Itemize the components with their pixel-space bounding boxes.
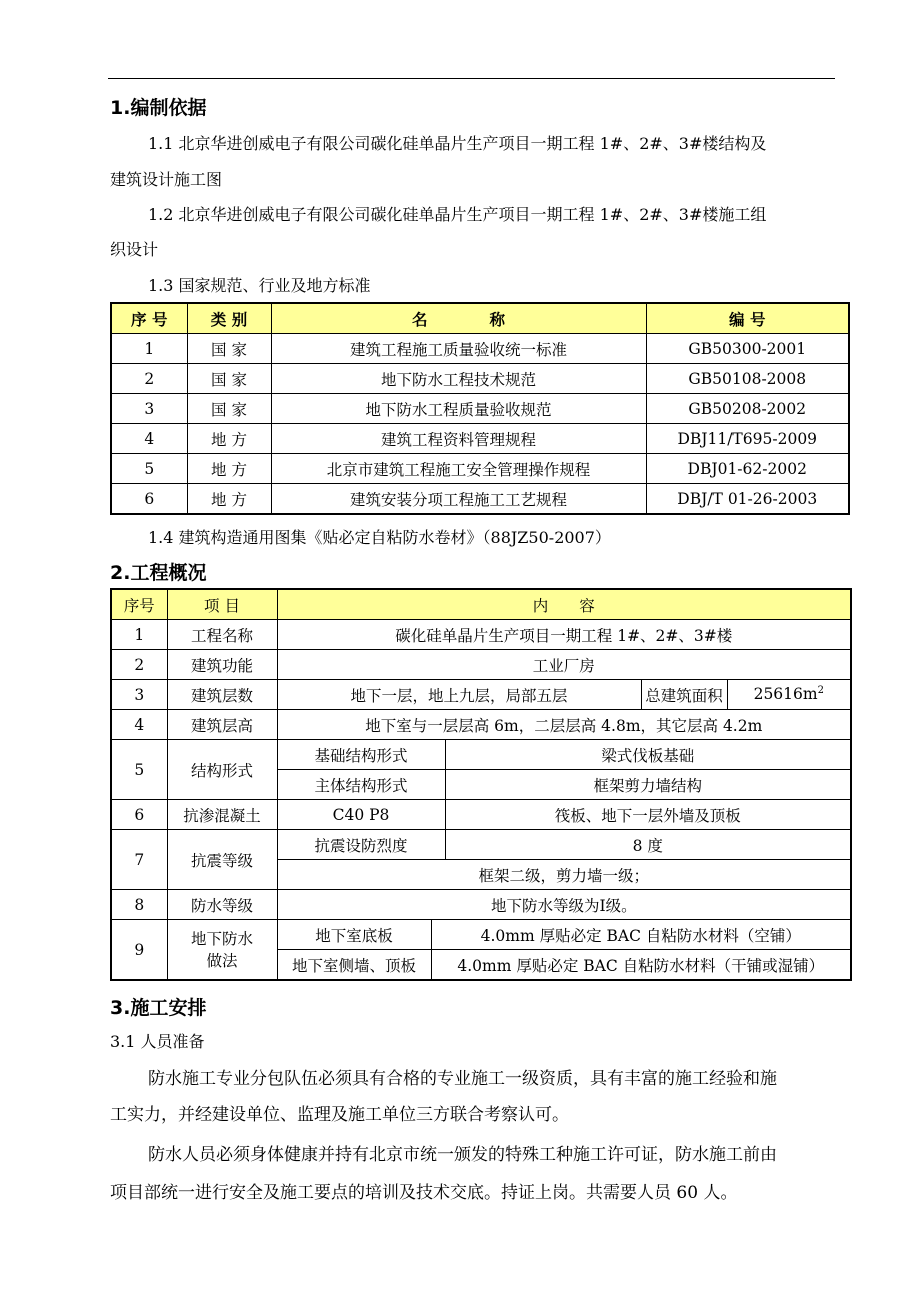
cell-area-label: 总建筑面积 bbox=[641, 680, 727, 710]
table-row bbox=[111, 680, 851, 710]
table-row bbox=[111, 454, 849, 484]
cell-sub-value: 4.0mm 厚贴必定 BAC 自粘防水材料（干铺或湿铺） bbox=[431, 950, 851, 981]
table-row bbox=[111, 890, 851, 920]
cell-sub-value: 框架剪力墙结构 bbox=[445, 770, 851, 800]
table-row bbox=[111, 650, 851, 680]
header-item: 项 目 bbox=[167, 589, 277, 620]
basis-item-1-line1: 1.1 北京华进创威电子有限公司碳化硅单晶片生产项目一期工程 1#、2#、3#楼结构及 bbox=[148, 134, 767, 153]
cell-category: 地 方 bbox=[187, 484, 271, 515]
basis-item-3: 1.3 国家规范、行业及地方标准 bbox=[148, 276, 371, 295]
basis-item-1-line2: 建筑设计施工图 bbox=[110, 170, 223, 189]
header-category: 类 别 bbox=[187, 303, 271, 334]
header-no: 序号 bbox=[111, 589, 167, 620]
header-rule bbox=[108, 78, 835, 79]
para2-line1: 防水人员必须身体健康并持有北京市统一颁发的特殊工种施工许可证，防水施工前由 bbox=[148, 1145, 777, 1165]
cell-item: 抗渗混凝土 bbox=[167, 800, 277, 830]
cell-sub-label: 主体结构形式 bbox=[277, 770, 445, 800]
cell-category: 地 方 bbox=[187, 454, 271, 484]
item-line2: 做法 bbox=[206, 951, 238, 970]
cell-item: 结构形式 bbox=[167, 740, 277, 800]
cell-item: 工程名称 bbox=[167, 620, 277, 650]
cell-content: 碳化硅单晶片生产项目一期工程 1#、2#、3#楼 bbox=[277, 620, 851, 650]
cell-category: 国 家 bbox=[187, 364, 271, 394]
standards-table bbox=[110, 302, 850, 515]
cell-no: 3 bbox=[111, 680, 167, 710]
cell-area-value bbox=[727, 680, 851, 710]
cell-name: 地下防水工程质量验收规范 bbox=[271, 394, 646, 424]
cell-no: 6 bbox=[111, 800, 167, 830]
header-code: 编 号 bbox=[646, 303, 849, 334]
cell-content: 地下室与一层层高 6m，二层层高 4.8m，其它层高 4.2m bbox=[277, 710, 851, 740]
table-row bbox=[111, 394, 849, 424]
cell-item bbox=[167, 920, 277, 981]
section2-title: 2.工程概况 bbox=[110, 562, 207, 584]
area-value: 25616m bbox=[753, 685, 818, 704]
cell-content: 框架二级，剪力墙一级； bbox=[277, 860, 851, 890]
cell-code: GB50208-2002 bbox=[646, 394, 849, 424]
cell-name: 建筑工程资料管理规程 bbox=[271, 424, 646, 454]
cell-sub-label: 基础结构形式 bbox=[277, 740, 445, 770]
cell-category: 国 家 bbox=[187, 394, 271, 424]
project-overview-table bbox=[110, 588, 852, 981]
cell-sub-value: 8 度 bbox=[445, 830, 851, 860]
standards-header-row bbox=[111, 303, 849, 334]
table-row bbox=[111, 620, 851, 650]
table-row bbox=[111, 364, 849, 394]
section3-title: 3.施工安排 bbox=[110, 997, 207, 1019]
cell-content: 筏板、地下一层外墙及顶板 bbox=[445, 800, 851, 830]
area-unit-superscript: 2 bbox=[817, 685, 824, 697]
cell-category: 地 方 bbox=[187, 424, 271, 454]
cell-code: DBJ/T 01-26-2003 bbox=[646, 484, 849, 515]
cell-item: 建筑功能 bbox=[167, 650, 277, 680]
cell-no: 5 bbox=[111, 740, 167, 800]
cell-sub-label: 地下室底板 bbox=[277, 920, 431, 950]
para1-line1: 防水施工专业分包队伍必须具有合格的专业施工一级资质，具有丰富的施工经验和施 bbox=[148, 1069, 777, 1089]
para1-line2: 工实力，并经建设单位、监理及施工单位三方联合考察认可。 bbox=[110, 1105, 569, 1125]
subsection-3-1-title: 3.1 人员准备 bbox=[110, 1032, 205, 1051]
cell-category: 国 家 bbox=[187, 334, 271, 364]
table-row bbox=[111, 484, 849, 515]
cell-name: 建筑工程施工质量验收统一标准 bbox=[271, 334, 646, 364]
cell-grade: C40 P8 bbox=[277, 800, 445, 830]
table-row bbox=[111, 920, 851, 950]
basis-item-2-line2: 织设计 bbox=[110, 240, 159, 259]
cell-code: DBJ01-62-2002 bbox=[646, 454, 849, 484]
table-row bbox=[111, 334, 849, 364]
item-line1: 地下防水 bbox=[190, 929, 253, 948]
cell-no: 7 bbox=[111, 830, 167, 890]
table-row bbox=[111, 800, 851, 830]
cell-no: 9 bbox=[111, 920, 167, 981]
cell-no: 4 bbox=[111, 424, 187, 454]
cell-no: 1 bbox=[111, 334, 187, 364]
header-content: 内 容 bbox=[277, 589, 851, 620]
cell-no: 6 bbox=[111, 484, 187, 515]
cell-content: 工业厂房 bbox=[277, 650, 851, 680]
basis-item-2-line1: 1.2 北京华进创威电子有限公司碳化硅单晶片生产项目一期工程 1#、2#、3#楼施工组 bbox=[148, 205, 767, 224]
table-row bbox=[111, 424, 849, 454]
cell-content: 地下一层，地上九层，局部五层 bbox=[277, 680, 641, 710]
cell-sub-value: 4.0mm 厚贴必定 BAC 自粘防水材料（空铺） bbox=[431, 920, 851, 950]
cell-code: GB50108-2008 bbox=[646, 364, 849, 394]
cell-sub-label: 地下室侧墙、顶板 bbox=[277, 950, 431, 981]
cell-code: GB50300-2001 bbox=[646, 334, 849, 364]
header-name: 名 称 bbox=[271, 303, 646, 334]
cell-item: 抗震等级 bbox=[167, 830, 277, 890]
cell-name: 建筑安装分项工程施工工艺规程 bbox=[271, 484, 646, 515]
para2-line2: 项目部统一进行安全及施工要点的培训及技术交底。持证上岗。共需要人员 60 人。 bbox=[110, 1183, 738, 1203]
cell-no: 8 bbox=[111, 890, 167, 920]
cell-item: 防水等级 bbox=[167, 890, 277, 920]
overview-header-row bbox=[111, 589, 851, 620]
table-row bbox=[111, 710, 851, 740]
cell-item: 建筑层高 bbox=[167, 710, 277, 740]
cell-item: 建筑层数 bbox=[167, 680, 277, 710]
table-row bbox=[111, 740, 851, 770]
header-no: 序 号 bbox=[111, 303, 187, 334]
cell-no: 5 bbox=[111, 454, 187, 484]
section1-title: 1.编制依据 bbox=[110, 97, 207, 119]
cell-no: 1 bbox=[111, 620, 167, 650]
cell-no: 2 bbox=[111, 364, 187, 394]
cell-code: DBJ11/T695-2009 bbox=[646, 424, 849, 454]
cell-no: 4 bbox=[111, 710, 167, 740]
cell-no: 3 bbox=[111, 394, 187, 424]
cell-sub-value: 梁式伐板基础 bbox=[445, 740, 851, 770]
cell-name: 北京市建筑工程施工安全管理操作规程 bbox=[271, 454, 646, 484]
cell-content: 地下防水等级为Ⅰ级。 bbox=[277, 890, 851, 920]
cell-no: 2 bbox=[111, 650, 167, 680]
cell-sub-label: 抗震设防烈度 bbox=[277, 830, 445, 860]
cell-name: 地下防水工程技术规范 bbox=[271, 364, 646, 394]
table-row bbox=[111, 830, 851, 860]
basis-item-4: 1.4 建筑构造通用图集《贴必定自粘防水卷材》（88JZ50-2007） bbox=[148, 528, 611, 547]
